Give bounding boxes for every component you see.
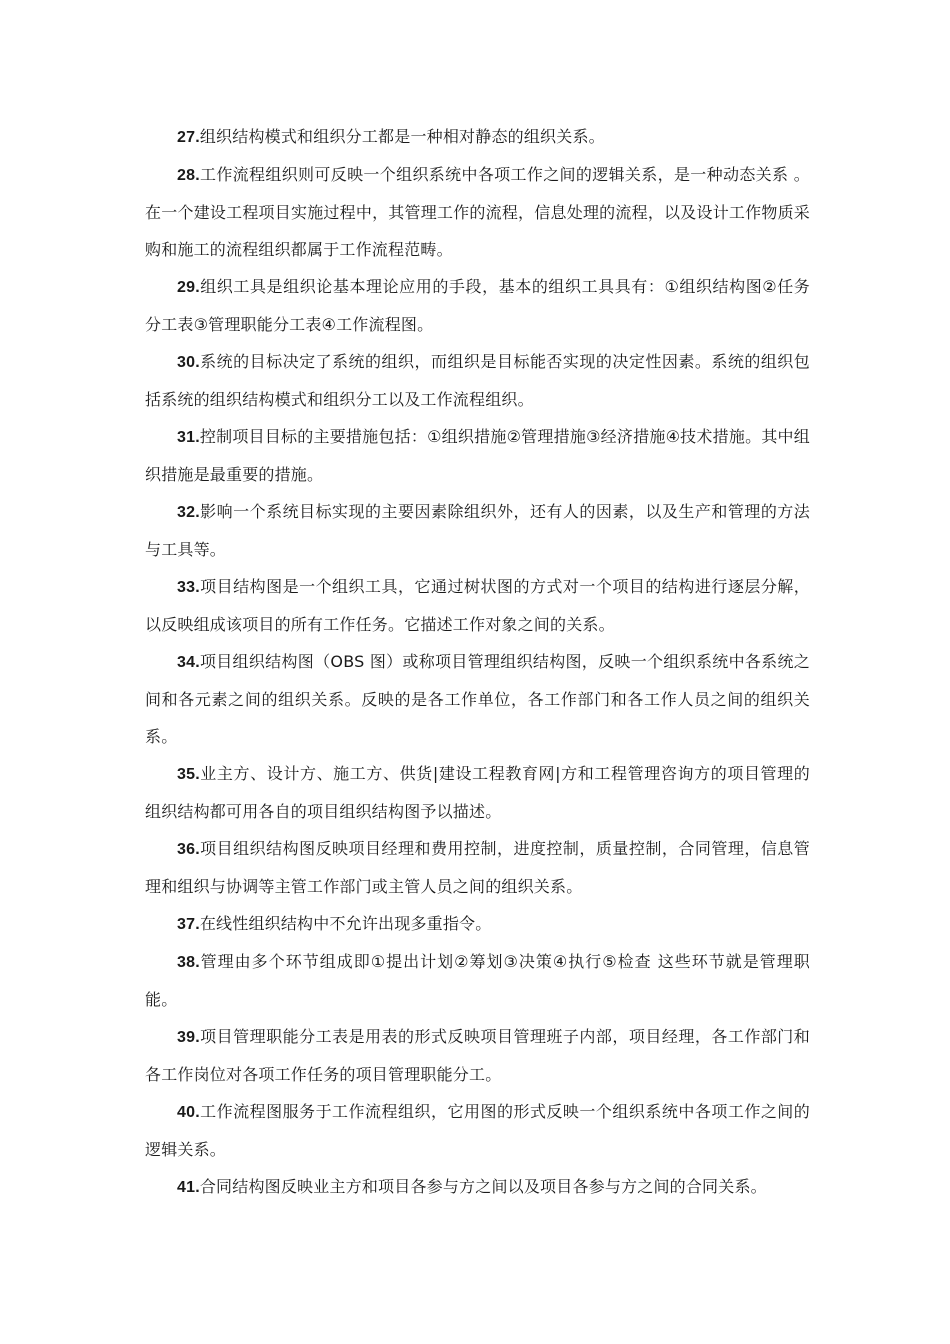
item-number: 36. (177, 841, 200, 858)
paragraph-37 (145, 905, 810, 943)
paragraph-39 (145, 1018, 810, 1093)
item-number: 40. (177, 1104, 200, 1121)
paragraph-text: 合同结构图反映业主方和项目各参与方之间以及项目各参与方之间的合同关系。 (199, 1177, 767, 1196)
paragraph-28 (145, 156, 810, 268)
paragraph-text: 在线性组织结构中不允许出现多重指令。 (199, 914, 492, 933)
paragraph-31 (145, 418, 810, 493)
paragraph-text: 工作流程组织则可反映一个组织系统中各项工作之间的逻辑关系，是一种动态关系 。在一个建设工程项目实施过程中，其管理工作的流程，信息处理的流程，以及设计工作物质采购和施工的流程组织都属于工作流程范畴。 (145, 165, 810, 259)
item-number: 38. (177, 954, 200, 971)
item-number: 27. (177, 129, 200, 146)
paragraph-text: 影响一个系统目标实现的主要因素除组织外，还有人的因素，以及生产和管理的方法与工具等。 (145, 502, 810, 559)
paragraph-text: 系统的目标决定了系统的组织，而组织是目标能否实现的决定性因素。系统的组织包括系统的组织结构模式和组织分工以及工作流程组织。 (145, 352, 810, 409)
document-body (145, 118, 810, 1206)
paragraph-text: 控制项目目标的主要措施包括：①组织措施②管理措施③经济措施④技术措施。其中组织措施是最重要的措施。 (145, 427, 810, 484)
paragraph-36 (145, 830, 810, 905)
item-number: 30. (177, 354, 200, 371)
item-number: 34. (177, 654, 200, 671)
paragraph-27 (145, 118, 810, 156)
item-number: 35. (177, 766, 200, 783)
paragraph-text: 管理由多个环节组成即①提出计划②筹划③决策④执行⑤检查 这些环节就是管理职能。 (145, 952, 810, 1009)
paragraph-38 (145, 943, 810, 1018)
item-number: 29. (177, 279, 200, 296)
paragraph-text: 组织工具是组织论基本理论应用的手段，基本的组织工具具有：①组织结构图②任务分工表③管理职能分工表④工作流程图。 (145, 277, 810, 334)
paragraph-34 (145, 643, 810, 755)
paragraph-35 (145, 755, 810, 830)
paragraph-32 (145, 493, 810, 568)
paragraph-41 (145, 1168, 810, 1206)
item-number: 33. (177, 579, 200, 596)
item-number: 28. (177, 167, 200, 184)
paragraph-33 (145, 568, 810, 643)
paragraph-text: 项目组织结构图（OBS 图）或称项目管理组织结构图，反映一个组织系统中各系统之间和各元素之间的组织关系。反映的是各工作单位，各工作部门和各工作人员之间的组织关系。 (145, 652, 810, 746)
item-number: 32. (177, 504, 200, 521)
paragraph-40 (145, 1093, 810, 1168)
paragraph-30 (145, 343, 810, 418)
paragraph-text: 组织结构模式和组织分工都是一种相对静态的组织关系。 (199, 127, 605, 146)
paragraph-text: 项目结构图是一个组织工具，它通过树状图的方式对一个项目的结构进行逐层分解，以反映组成该项目的所有工作任务。它描述工作对象之间的关系。 (145, 577, 810, 634)
paragraph-29 (145, 268, 810, 343)
item-number: 41. (177, 1179, 200, 1196)
item-number: 31. (177, 429, 200, 446)
item-number: 37. (177, 916, 200, 933)
item-number: 39. (177, 1029, 200, 1046)
paragraph-text: 项目组织结构图反映项目经理和费用控制，进度控制，质量控制，合同管理，信息管理和组织与协调等主管工作部门或主管人员之间的组织关系。 (145, 839, 810, 896)
paragraph-text: 工作流程图服务于工作流程组织，它用图的形式反映一个组织系统中各项工作之间的逻辑关系。 (145, 1102, 810, 1159)
paragraph-text: 项目管理职能分工表是用表的形式反映项目管理班子内部，项目经理，各工作部门和各工作岗位对各项工作任务的项目管理职能分工。 (145, 1027, 810, 1084)
paragraph-text: 业主方、设计方、施工方、供货|建设工程教育网|方和工程管理咨询方的项目管理的组织结构都可用各自的项目组织结构图予以描述。 (145, 764, 810, 821)
